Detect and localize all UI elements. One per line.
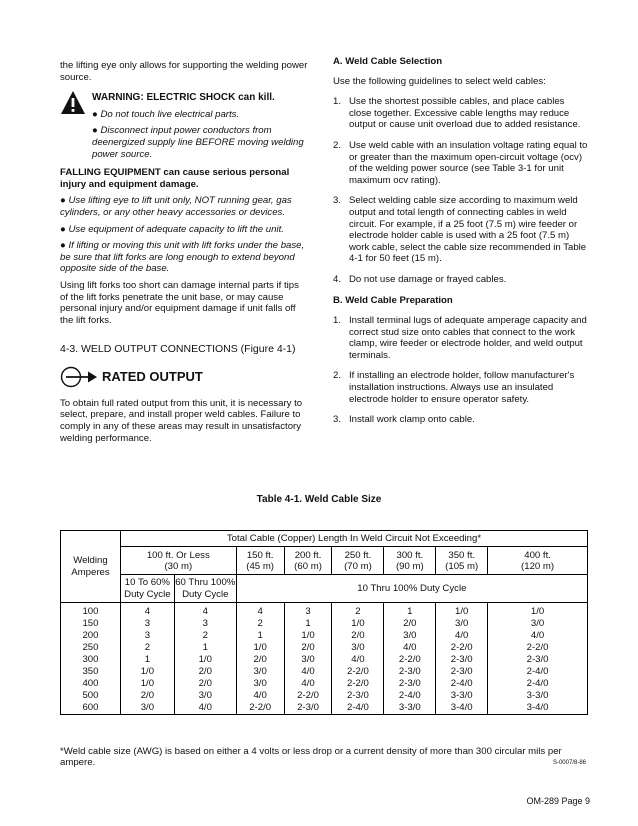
cable-size-cell: 1/0 (284, 630, 332, 642)
table-row (61, 654, 588, 666)
cable-size-cell: 4 (174, 603, 236, 619)
cable-size-cell: 2-2/0 (488, 642, 588, 654)
cable-size-cell: 3-3/0 (488, 690, 588, 702)
cable-size-cell: 1/0 (236, 642, 284, 654)
cable-size-cell: 2/0 (120, 690, 174, 702)
section-heading: 4-3. WELD OUTPUT CONNECTIONS (Figure 4-1) (60, 343, 296, 356)
preparation-list (333, 315, 588, 426)
list-item: 2. Use weld cable with an insulation voltage rating equal to or greater than the maximum open-circuit voltage (ocv) of the welding power source (see Table 3-1 for unit maximum ocv rating). (333, 139, 588, 186)
table-footnote: *Weld cable size (AWG) is based on either a 4 volts or less drop or a current density of more than 300 circular mils per ampere. (60, 746, 562, 768)
cable-size-cell: 2-4/0 (384, 690, 436, 702)
shock-bullet: ● Do not touch live electrical parts. (92, 108, 240, 120)
amperes-cell: 600 (61, 702, 121, 715)
cable-size-cell: 3-4/0 (436, 702, 488, 715)
cable-size-cell: 2 (120, 642, 174, 654)
left-column (60, 60, 308, 444)
selection-list (333, 96, 588, 285)
cable-size-cell: 2-2/0 (236, 702, 284, 715)
rated-output-label: RATED OUTPUT (102, 369, 203, 385)
cable-size-cell: 4/0 (236, 690, 284, 702)
weld-cable-table (60, 530, 588, 715)
cable-size-cell: 2 (236, 618, 284, 630)
amperes-cell: 300 (61, 654, 121, 666)
cable-size-cell: 3/0 (120, 702, 174, 715)
cable-size-cell: 2-2/0 (384, 654, 436, 666)
length-header: 100 ft. Or Less (30 m) (120, 547, 236, 575)
cable-size-cell: 3 (284, 603, 332, 619)
cable-size-cell: 2-2/0 (332, 666, 384, 678)
cable-size-cell: 3/0 (284, 654, 332, 666)
amperes-cell: 350 (61, 666, 121, 678)
cable-size-cell: 1 (384, 603, 436, 619)
cable-size-cell: 3/0 (236, 678, 284, 690)
cable-size-cell: 2-3/0 (284, 702, 332, 715)
cable-size-cell: 3-4/0 (488, 702, 588, 715)
length-header: 250 ft. (70 m) (332, 547, 384, 575)
cable-size-cell: 4 (120, 603, 174, 619)
cable-size-cell: 4/0 (384, 642, 436, 654)
cable-size-cell: 4/0 (488, 630, 588, 642)
shock-warning-title: WARNING: ELECTRIC SHOCK can kill. (92, 92, 275, 104)
cable-size-cell: 2-3/0 (384, 678, 436, 690)
cable-size-cell: 1 (120, 654, 174, 666)
shock-warning (60, 92, 308, 160)
cable-size-cell: 1 (174, 642, 236, 654)
cable-size-cell: 4 (236, 603, 284, 619)
cable-size-cell: 2-4/0 (436, 678, 488, 690)
figure-code: S-0007/8-86 (552, 760, 586, 766)
length-header: 300 ft. (90 m) (384, 547, 436, 575)
cable-size-cell: 2-3/0 (332, 690, 384, 702)
cable-size-cell: 3/0 (488, 618, 588, 630)
list-item: 4. Do not use damage or frayed cables. (333, 273, 507, 285)
amperes-cell: 150 (61, 618, 121, 630)
cable-size-cell: 2/0 (332, 630, 384, 642)
cable-size-cell: 3 (174, 618, 236, 630)
cable-size-cell: 3/0 (436, 618, 488, 630)
preparation-heading: B. Weld Cable Preparation (333, 294, 453, 306)
falling-bullet: ● If lifting or moving this unit with lift forks under the base, be sure that lift forks are long enough to extend beyond opposite side of the base. (60, 240, 305, 275)
cable-size-cell: 4/0 (174, 702, 236, 715)
cable-size-cell: 2-3/0 (384, 666, 436, 678)
cable-size-cell: 2/0 (174, 678, 236, 690)
table-row (61, 603, 588, 619)
cable-size-cell: 2/0 (384, 618, 436, 630)
table-body (61, 603, 588, 715)
cable-size-cell: 3 (120, 618, 174, 630)
amperes-cell: 250 (61, 642, 121, 654)
selection-intro: Use the following guidelines to select weld cables: (333, 75, 546, 87)
cable-size-cell: 3/0 (332, 642, 384, 654)
cable-size-cell: 3-3/0 (436, 690, 488, 702)
rated-paragraph: To obtain full rated output from this unit, it is necessary to select, prepare, and install proper weld cables. Failure to comply in any of these areas may result in unsatisfactory welding performance. (60, 397, 303, 444)
duty-cycle-header: 10 To 60% Duty Cycle (120, 575, 174, 603)
rated-output (60, 366, 308, 388)
cable-size-cell: 1 (236, 630, 284, 642)
cable-size-cell: 3/0 (236, 666, 284, 678)
amperes-cell: 100 (61, 603, 121, 619)
cable-size-cell: 3/0 (174, 690, 236, 702)
duty-cycle-header: 60 Thru 100% Duty Cycle (174, 575, 236, 603)
selection-heading: A. Weld Cable Selection (333, 56, 443, 67)
table-row (61, 618, 588, 630)
warning-triangle-icon (60, 90, 86, 116)
cable-size-cell: 2-4/0 (488, 678, 588, 690)
falling-title: FALLING EQUIPMENT can cause serious personal injury and equipment damage. (60, 167, 290, 190)
shock-bullet: ● Disconnect input power conductors from deenergized supply line BEFORE moving welding power source. (92, 125, 304, 160)
length-header: 150 ft. (45 m) (236, 547, 284, 575)
right-column (333, 56, 588, 426)
cable-size-cell: 2-2/0 (436, 642, 488, 654)
length-header: 400 ft. (120 m) (488, 547, 588, 575)
cable-size-cell: 1/0 (120, 678, 174, 690)
cable-size-cell: 3/0 (384, 630, 436, 642)
cable-size-cell: 1/0 (436, 603, 488, 619)
amperes-cell: 400 (61, 678, 121, 690)
table-row (61, 702, 588, 715)
cable-size-cell: 2/0 (284, 642, 332, 654)
forks-note: Using lift forks too short can damage internal parts if tips of the lift forks penetrate the unit base, or may cause personal injury and/or equipment damage if unit falls off the lift forks. (60, 279, 299, 326)
cable-size-cell: 2 (332, 603, 384, 619)
cable-size-cell: 1/0 (120, 666, 174, 678)
amperes-cell: 200 (61, 630, 121, 642)
falling-bullet: ● Use lifting eye to lift unit only, NOT running gear, gas cylinders, or any other heavy accessories or devices. (60, 195, 292, 218)
cable-size-cell: 2-4/0 (488, 666, 588, 678)
cable-size-cell: 2-3/0 (436, 654, 488, 666)
page-number: OM-289 Page 9 (526, 796, 590, 806)
length-header: 200 ft. (60 m) (284, 547, 332, 575)
cable-size-cell: 2/0 (174, 666, 236, 678)
length-header: 350 ft. (105 m) (436, 547, 488, 575)
cable-size-cell: 1/0 (488, 603, 588, 619)
cable-size-cell: 4/0 (436, 630, 488, 642)
table-row (61, 690, 588, 702)
cable-size-cell: 4/0 (332, 654, 384, 666)
cable-size-cell: 2-2/0 (284, 690, 332, 702)
cable-size-cell: 4/0 (284, 678, 332, 690)
cable-size-cell: 2/0 (236, 654, 284, 666)
cable-size-cell: 1/0 (174, 654, 236, 666)
table-row (61, 678, 588, 690)
table-row (61, 630, 588, 642)
table-row (61, 666, 588, 678)
cable-size-cell: 2-2/0 (332, 678, 384, 690)
total-length-header: Total Cable (Copper) Length In Weld Circuit Not Exceeding* (120, 531, 587, 547)
list-item: 1. Install terminal lugs of adequate amperage capacity and correct stud size onto cables that connect to the work clamp, wire feeder or electrode holder, and weld output terminals. (333, 315, 587, 361)
cable-size-cell: 1/0 (332, 618, 384, 630)
cable-size-cell: 2-3/0 (436, 666, 488, 678)
falling-bullet: ● Use equipment of adequate capacity to lift the unit. (60, 223, 284, 235)
cable-size-cell: 3 (120, 630, 174, 642)
cable-size-cell: 1 (284, 618, 332, 630)
welding-amperes-header: Welding Amperes (61, 531, 121, 603)
cable-size-cell: 2-4/0 (332, 702, 384, 715)
list-item: 2. If installing an electrode holder, follow manufacturer's installation instructions. Always use an insulated electrode holder to ensure operator safety. (333, 370, 575, 405)
list-item: 3. Select welding cable size according to maximum weld output and total length of connecting cables in weld circuit. For example, if a 25 foot (7.5 m) wire feeder or electrode holder cable is used with a 25 foot (7.5 m) work cable, select the cable size recommended in Table 4-1 for 50 feet (15 m). (333, 195, 587, 265)
cable-size-cell: 3-3/0 (384, 702, 436, 715)
cable-size-cell: 4/0 (284, 666, 332, 678)
list-item: 3. Install work clamp onto cable. (333, 414, 475, 426)
intro-text: the lifting eye only allows for supporting the welding power source. (60, 60, 308, 83)
table-row (61, 642, 588, 654)
list-item: 1. Use the shortest possible cables, and place cables close together. Excessive cable lengths may reduce output or cause unit overload due to added resistance. (333, 96, 581, 131)
cable-size-cell: 2 (174, 630, 236, 642)
amperes-cell: 500 (61, 690, 121, 702)
duty-cycle-header: 10 Thru 100% Duty Cycle (236, 575, 587, 603)
table-title: Table 4-1. Weld Cable Size (256, 494, 382, 505)
rated-output-arrow-icon (60, 366, 98, 388)
cable-size-cell: 2-3/0 (488, 654, 588, 666)
